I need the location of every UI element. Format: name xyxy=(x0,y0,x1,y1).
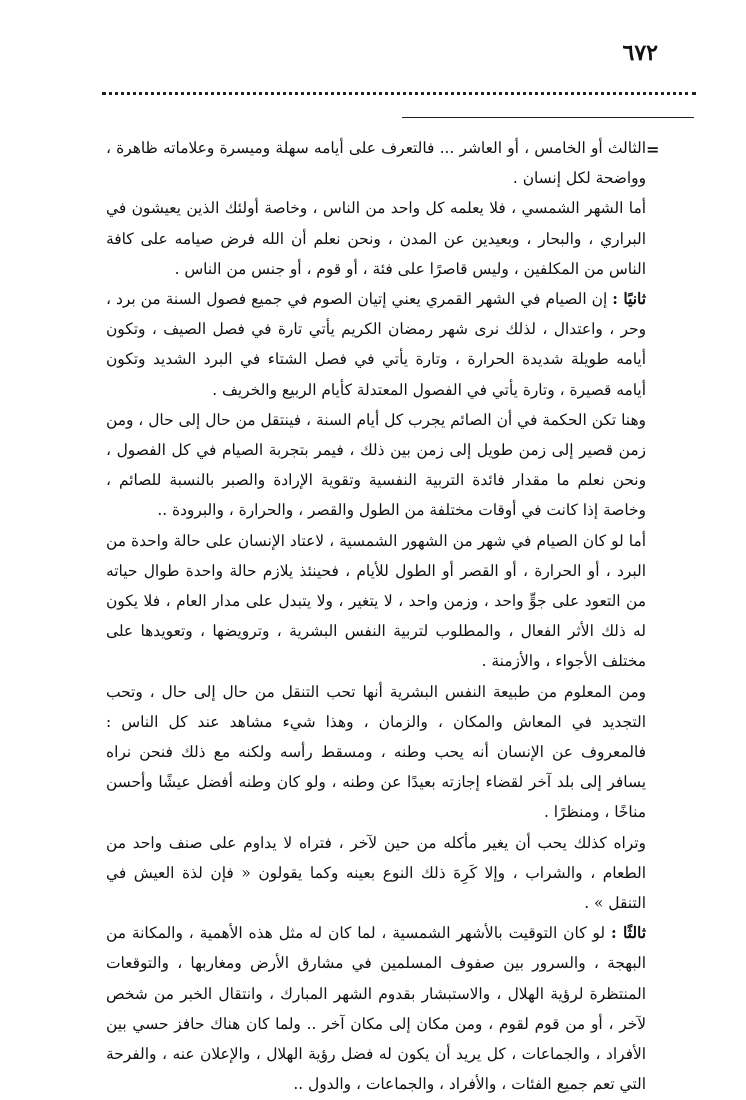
paragraph-text: أما الشهر الشمسي ، فلا يعلمه كل واحد من الناس ، وخاصة أولئك الذين يعيشون في البراري ، والبحار ، وبعيدين عن المدن ، ونحن نعلم أن الله فرض صيامه على كافة الناس من المكلفين ، وليس قاصرًا على فئة ، أو قوم ، أو جنس من الناس . xyxy=(106,199,646,278)
paragraph xyxy=(106,918,646,1099)
paragraph-text: وهنا تكن الحكمة في أن الصائم يجرب كل أيام السنة ، فينتقل من حال إلى حال ، ومن زمن قصير إلى زمن طويل إلى زمن بين ذلك ، فيمر بتجربة الصيام في كل الفصول ، ونحن نعلم ما مقدار فائدة التربية النفسية وتقوية الإرادة والصبر بالنسبة للصائم ، وخاصة إذا كانت في أوقات مختلفة من الطول والقصر ، والحرارة ، والبرودة .. xyxy=(106,410,646,520)
paragraph-text: لو كان التوقيت بالأشهر الشمسية ، لما كان له مثل هذه الأهمية ، والمكانة من البهجة ، والسرور بين صفوف المسلمين في مشارق الأرض ومغاربها ، والتوقعات المنتظرة لرؤية الهلال ، والاستبشار بقدوم الشهر المبارك ، وانتقال الخبر من شخص لآخر ، أو من قوم لقوم ، ومن مكان إلى مكان آخر .. ولما كان هناك حافز حسي بين الأفراد ، والجماعات ، كل يريد أن يكون له فضل رؤية الهلال ، والإعلان عنه ، والفرحة التي تعم جميع الفئات ، والأفراد ، والجماعات ، والدول .. xyxy=(106,924,646,1094)
paragraph xyxy=(106,828,646,919)
footnote-continuation-mark: = xyxy=(646,140,660,159)
paragraph-text: الثالث أو الخامس ، أو العاشر ... فالتعرف على أيامه سهلة وميسرة وعلاماته ظاهرة ، وواضحة لكل إنسان . xyxy=(106,139,646,188)
paragraph xyxy=(106,284,646,405)
paragraph xyxy=(106,193,646,284)
paragraph xyxy=(106,677,646,828)
body-text xyxy=(106,133,646,1100)
page-number: ٦٧٢ xyxy=(622,40,658,66)
paragraph xyxy=(106,405,646,526)
paragraph xyxy=(106,133,646,193)
dotted-divider xyxy=(102,92,696,95)
paragraph-lead: ثانيًا : xyxy=(612,290,646,309)
paragraph-text: أما لو كان الصيام في شهر من الشهور الشمسية ، لاعتاد الإنسان على حالة واحدة من البرد ، أو الحرارة ، أو القصر أو الطول للأيام ، فحينئذ يلازم حالة واحدة طوال حياته من التعود على جوٍّ واحد ، وزمن واحد ، لا يتغير ، ولا يتبدل على مدار العام ، فلا يكون له ذلك الأثر الفعال ، والمطلوب لتربية النفس البشرية ، وترويضها ، وتعويدها على مختلف الأجواء ، والأزمنة . xyxy=(106,531,647,671)
paragraph-lead: ثالثًا : xyxy=(610,924,646,943)
paragraph-text: إن الصيام في الشهر القمري يعني إتيان الصوم في جميع فصول السنة من برد ، وحر ، واعتدال ، لذلك نرى شهر رمضان الكريم يأتي تارة في فصل الصيف ، وتكون أيامه طويلة شديدة الحرارة ، وتارة يأتي في فصل الشتاء في البرد الشديد وتكون أيامه قصيرة ، وتارة يأتي في الفصول المعتدلة كأيام الربيع والخريف . xyxy=(106,290,646,399)
paragraph-text: وتراه كذلك يحب أن يغير مأكله من حين لآخر ، فتراه لا يداوم على صنف واحد من الطعام ، والشراب ، وإلا كَرِهَ ذلك النوع بعينه وكما يقولون « فإن لذة العيش في التنقل » . xyxy=(106,833,646,913)
paragraph xyxy=(106,526,646,677)
header-rule xyxy=(402,117,694,118)
paragraph-text: ومن المعلوم من طبيعة النفس البشرية أنها تحب التنقل من حال إلى حال ، وتحب التجديد في المعاش والمكان ، والزمان ، وهذا شيء مشاهد عند كل الناس : فالمعروف عن الإنسان أنه يحب وطنه ، ومسقط رأسه ولكنه مع ذلك فنحن نراه يسافر إلى بلد آخر لقضاء إجازته بعيدًا عن وطنه ، ولو كان وطنه أفضل عيشًا وأحسن مناخًا ، ومنظرًا . xyxy=(106,682,646,822)
